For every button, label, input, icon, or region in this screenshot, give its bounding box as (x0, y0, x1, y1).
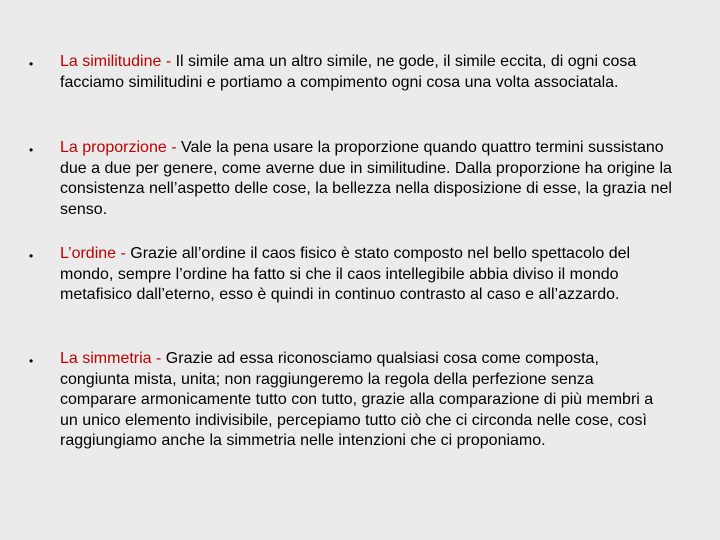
bullet-term: La simmetria (60, 350, 152, 367)
bullet-separator: - (151, 350, 166, 367)
bullet-term: La proporzione (60, 139, 167, 156)
bullet-body: Grazie all’ordine il caos fisico è stato composto nel bello spettacolo del mondo, sempre l’ordine ha fatto si che il caos intellegibile abbia diviso il mondo metafisico dall’eterno, esso è quindi in continuo contrasto al caso e all’azzardo. (60, 245, 631, 304)
bullet-marker: • (29, 354, 34, 368)
bullet-term: La similitudine (60, 53, 162, 70)
bullet-text (60, 349, 672, 452)
bullet-separator: - (116, 245, 131, 262)
bullet-marker: • (29, 143, 34, 157)
bullet-term: L’ordine (60, 245, 117, 262)
bullet-separator: - (161, 53, 176, 70)
bullet-marker: • (29, 249, 34, 263)
bullet-text (60, 52, 672, 93)
bullet-text (60, 244, 672, 306)
bullet-text (60, 138, 672, 220)
bullet-marker: • (29, 57, 34, 71)
bullet-body: Vale la pena usare la proporzione quando quattro termini sussistano due a due per genere, come averne due in similitudine. Dalla proporzione ha origine la consistenza nell’aspetto delle cose, la bellezza nella disposizione di esse, la grazia nel senso. (60, 139, 672, 218)
bullet-separator: - (166, 139, 181, 156)
bullet-body: Il simile ama un altro simile, ne gode, il simile eccita, di ogni cosa facciamo similitudini e portiamo a compimento ogni cosa una volta associatala. (60, 53, 637, 91)
bullet-body: Grazie ad essa riconosciamo qualsiasi cosa come composta, congiunta mista, unita; non raggiungeremo la regola della perfezione senza comparare armonicamente tutto con tutto, grazie alla comparazione di più membri a un unico elemento indivisibile, percepiamo tutto ciò che ci circonda nelle cose, così raggiungiamo anche la simmetria nelle intenzioni che ci proponiamo. (60, 350, 654, 450)
